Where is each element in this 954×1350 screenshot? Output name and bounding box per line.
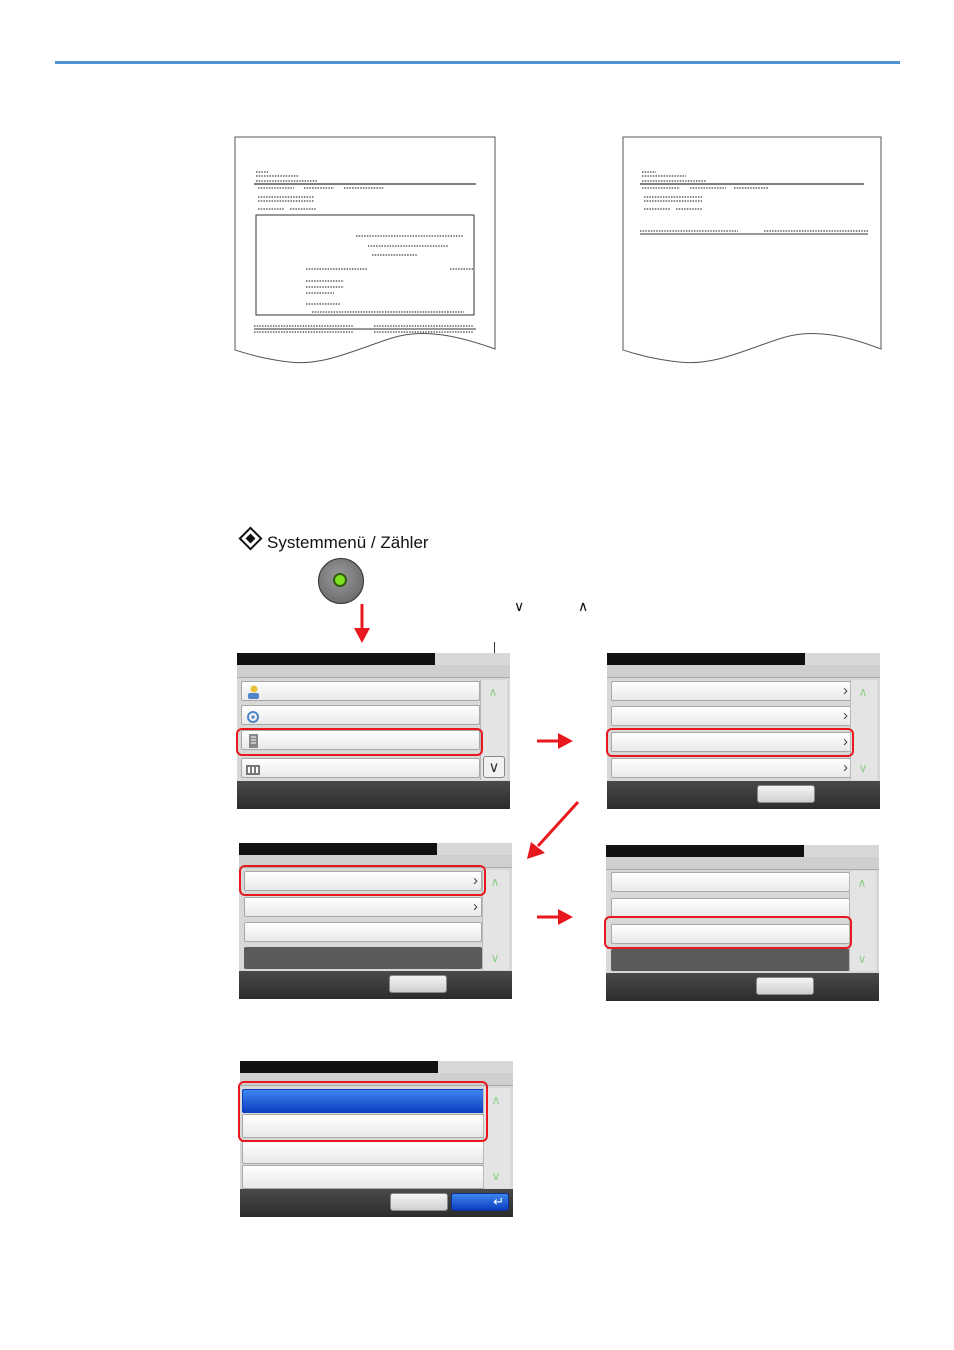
gear-icon: [246, 708, 260, 724]
scrollbar[interactable]: [482, 870, 509, 970]
menu-item-2[interactable]: [611, 706, 852, 726]
screen-footer: [607, 781, 880, 809]
highlight-box: [236, 728, 483, 756]
scroll-up-button[interactable]: [485, 872, 505, 892]
screen-footer: [240, 1189, 513, 1217]
cancel-button[interactable]: [390, 1193, 448, 1211]
chevron-down-icon: ∨: [490, 951, 500, 965]
scroll-up-button[interactable]: [483, 682, 503, 702]
scroll-up-button[interactable]: [853, 682, 873, 702]
screen-sub-bar: [606, 857, 879, 870]
chevron-right-icon: ›: [473, 898, 478, 915]
chevron-up-icon: ∧: [858, 685, 868, 699]
screen-title-bar: [606, 845, 804, 857]
option-item-4[interactable]: [242, 1165, 484, 1189]
chevron-right-icon: ›: [843, 733, 848, 750]
screen-title-bar: [239, 843, 437, 855]
menu-item-4[interactable]: [241, 758, 480, 778]
screen-sub-bar: [237, 665, 510, 678]
scrollbar[interactable]: [849, 871, 876, 971]
menu-item-1[interactable]: [241, 681, 480, 701]
ok-button[interactable]: [451, 1193, 509, 1211]
chevron-down-icon: ∨: [491, 1169, 501, 1183]
chevron-up-icon: ∧: [488, 685, 498, 699]
option-item-3[interactable]: [242, 1140, 484, 1164]
close-button[interactable]: [389, 975, 447, 993]
close-button[interactable]: [757, 785, 815, 803]
chevron-right-icon: ›: [473, 872, 478, 889]
enter-icon: ↵: [493, 1194, 504, 1209]
chevron-down-icon: ∨: [857, 952, 867, 966]
menu-item-2[interactable]: [244, 897, 482, 917]
highlight-box: [239, 865, 486, 896]
screen-footer: [237, 781, 510, 809]
counter-icon: [246, 761, 260, 777]
scroll-up-button[interactable]: [486, 1090, 506, 1110]
scrollbar[interactable]: [480, 680, 507, 780]
highlight-box: [606, 728, 854, 757]
highlight-box: [238, 1081, 488, 1142]
screen-title-bar: [237, 653, 435, 665]
chevron-right-icon: ›: [843, 707, 848, 724]
scroll-up-button[interactable]: [852, 873, 872, 893]
chevron-down-icon: ∨: [858, 761, 868, 775]
screen-sub-bar: [607, 665, 880, 678]
chevron-up-icon: ∧: [490, 875, 500, 889]
scroll-down-button[interactable]: [485, 948, 505, 968]
chevron-up-icon: ∧: [491, 1093, 501, 1107]
scroll-down-button[interactable]: [483, 756, 505, 778]
menu-item-2[interactable]: [241, 705, 480, 725]
menu-item-1[interactable]: [611, 681, 852, 701]
scroll-down-button[interactable]: [853, 758, 873, 778]
scroll-down-hint-icon: ∨: [514, 598, 525, 614]
menu-item-3[interactable]: [244, 922, 482, 942]
screen-title-bar: [240, 1061, 438, 1073]
chevron-down-icon: ∨: [488, 759, 500, 776]
menu-item-4[interactable]: [611, 758, 852, 778]
menu-item-empty: [611, 949, 850, 971]
chevron-right-icon: ›: [843, 759, 848, 776]
screen-title-bar: [607, 653, 805, 665]
close-button[interactable]: [756, 977, 814, 995]
chevron-up-icon: ∧: [857, 876, 867, 890]
menu-item-2[interactable]: [611, 898, 850, 918]
system-menu-key-label: Systemmenü / Zähler: [242, 531, 429, 553]
chevron-right-icon: ›: [843, 682, 848, 699]
menu-item-1[interactable]: [611, 872, 850, 892]
scroll-up-hint-icon: ∧: [578, 598, 589, 614]
highlight-box: [604, 916, 852, 949]
screen-footer: [239, 971, 512, 999]
user-icon: [246, 684, 260, 700]
scrollbar[interactable]: [850, 680, 877, 780]
menu-item-empty: [244, 947, 482, 969]
screen-footer: [606, 973, 879, 1001]
scroll-down-button[interactable]: [852, 949, 872, 969]
scroll-down-button[interactable]: [486, 1166, 506, 1186]
